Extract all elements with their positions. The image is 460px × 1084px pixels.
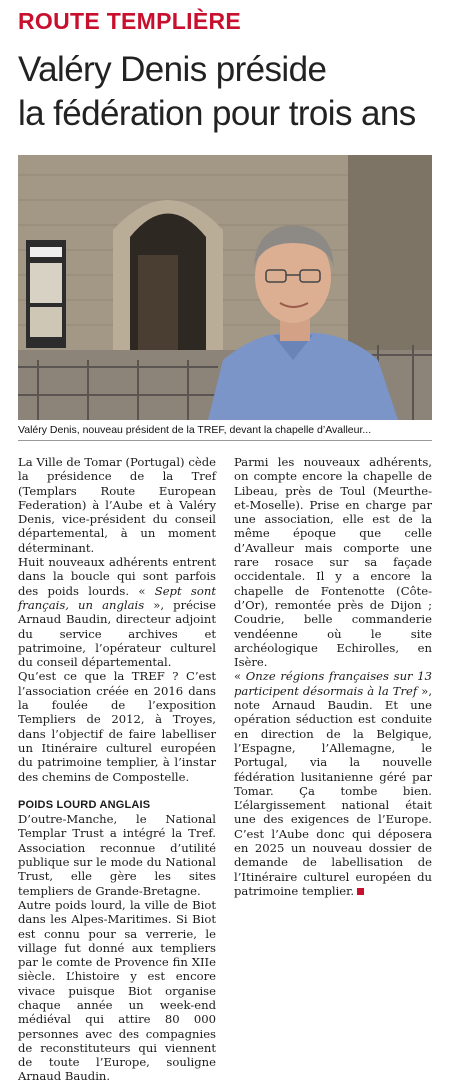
paragraph: Autre poids lourd, la ville de Biot dans les Alpes-Maritimes. Si Biot est connu pour sa verrerie, le village fut donné aux templiers par le comte de Provence fin XIIe siècle. L’histoire y est encore vivace puisque Biot organise chaque année un week-end médiéval qui attire 80 000 personnes avec des compagnies de reconstituteurs qui viennent de toute l’Europe, souligne Arnaud Baudin. bbox=[18, 897, 216, 1084]
paragraph: Parmi les nouveaux adhérents, on compte encore la chapelle de Libeau, près de Toul (Meurthe-et-Moselle). Prise en charge par une association, elle est de la même époque que celle d’Avalleur mais comporte une rare rosace sur sa façade occidentale. Il y a encore la chapelle de Fontenotte (Côte-d’Or), remontée près de Dijon ; Coudrie, belle commanderie vendéenne où le site archéologique Echirolles, en Isère. bbox=[234, 455, 432, 670]
paragraph: D’outre-Manche, le National Templar Trust a intégré la Tref. Association reconnue d’utilité publique sur le mode du National Trust, elle gère les sites templiers de Grande-Bretagne. bbox=[18, 812, 216, 898]
article-photo bbox=[18, 155, 432, 420]
section-kicker: ROUTE TEMPLIÈRE bbox=[18, 8, 242, 34]
paragraph: « Onze régions françaises sur 13 participent désormais à la Tref », note Arnaud Baudin. Et une opération séduction est conduite en direction de la Belgique, l’Espagne, l’Allemagne, le Portugal, via la nouvelle fédération lusitanienne géré par Tomar. Ça tombe bien. L’élargissement national était une des exigences de l’Europe. C’est l’Aube donc qui déposera en 2025 un nouveau dossier de demande de labellisation de l’Itinéraire culturel européen du patrimoine templier. bbox=[234, 669, 432, 898]
end-of-article-mark bbox=[357, 888, 364, 895]
paragraph: Qu’est ce que la TREF ? C’est l’association créée en 2016 dans la foulée de l’exposition Templiers de 2012, à Troyes, dans l’objectif de faire labelliser un Itinéraire culturel européen du patrimoine templier, à l’instar des chemins de Compostelle. bbox=[18, 669, 216, 784]
section-subhead: POIDS LOURD ANGLAIS bbox=[18, 798, 151, 811]
photo-caption: Valéry Denis, nouveau président de la TREF, devant la chapelle d’Avalleur... bbox=[18, 424, 372, 436]
paragraph: La Ville de Tomar (Portugal) cède la présidence de la Tref (Templars Route European Federation) à l’Aube et à Valéry Denis, vice-président du conseil départemental, à un moment déterminant. bbox=[18, 455, 216, 555]
photo-illustration bbox=[18, 155, 432, 420]
headline-line-2: la fédération pour trois ans bbox=[18, 94, 416, 133]
paragraph: Huit nouveaux adhérents entrent dans la boucle qui sont parfois des poids lourds. « Sept sont français, un anglais », précise Arnaud Baudin, directeur adjoint du service archives et patrimoine, l’opérateur culturel du conseil départemental. bbox=[18, 555, 216, 670]
article-column-left bbox=[18, 455, 216, 1084]
caption-divider bbox=[18, 440, 432, 441]
headline-line-1: Valéry Denis préside bbox=[18, 50, 327, 89]
article-headline bbox=[18, 48, 448, 136]
article-column-right bbox=[234, 455, 432, 898]
